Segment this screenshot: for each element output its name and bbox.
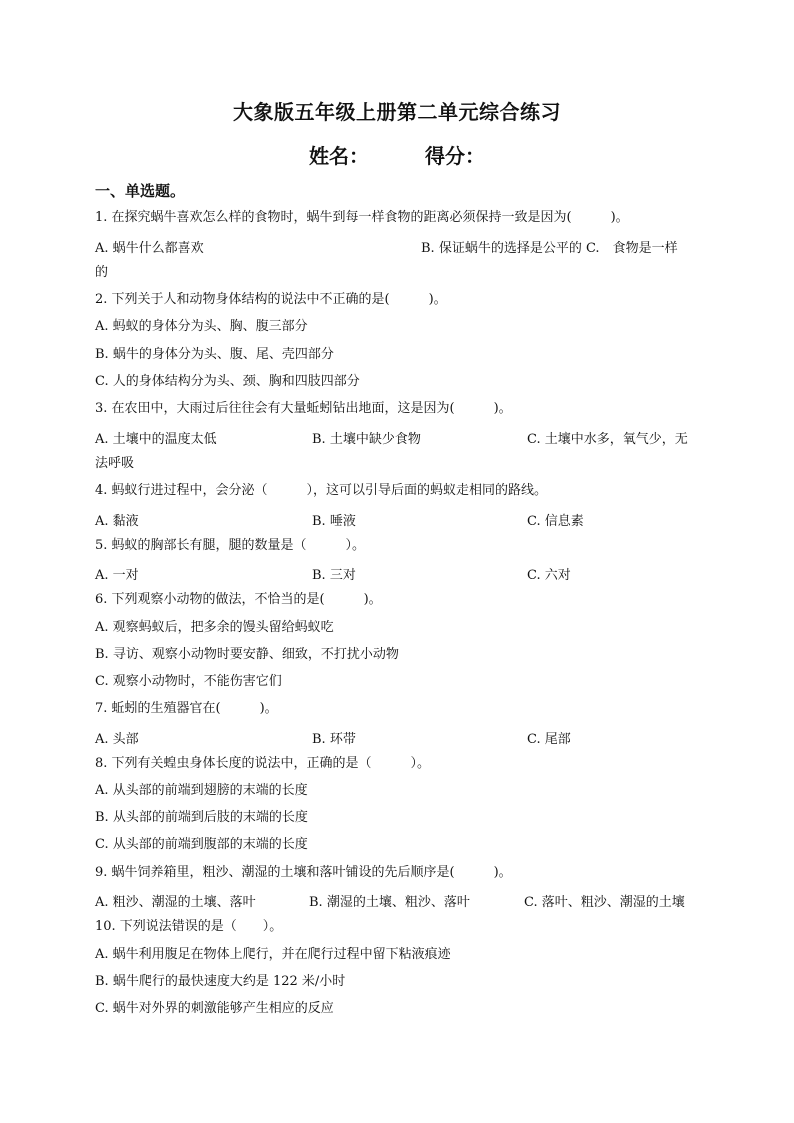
question-7-option-a: A. 头部 [95,732,139,747]
question-5-stem: 5. 蚂蚁的胸部长有腿，腿的数量是（ ）。 [95,538,366,553]
question-3-option-c: C. 土壤中水多，氧气少，无 [527,432,688,447]
question-6-stem: 6. 下列观察小动物的做法，不恰当的是( )。 [95,592,382,607]
page-title: 大象版五年级上册第二单元综合练习 [233,100,561,124]
question-2-option-c: C. 人的身体结构分为头、颈、胸和四肢四部分 [95,374,360,389]
question-5-option-a: A. 一对 [95,568,139,583]
name-label: 姓名： [309,144,369,168]
question-4-option-b: B. 唾液 [312,514,356,529]
question-8-stem: 8. 下列有关蝗虫身体长度的说法中，正确的是（ ）。 [95,756,431,771]
question-10-option-a: A. 蜗牛利用腹足在物体上爬行，并在爬行过程中留下粘液痕迹 [95,947,451,962]
question-3-wrap: 法呼吸 [95,456,135,471]
question-3-stem: 3. 在农田中，大雨过后往往会有大量蚯蚓钻出地面，这是因为( )。 [95,401,512,416]
question-9-option-a: A. 粗沙、潮湿的土壤、落叶 [95,895,256,910]
question-4-stem: 4. 蚂蚁行进过程中，会分泌（ ），这可以引导后面的蚂蚁走相同的路线。 [95,483,548,498]
name-score-bar [0,140,794,169]
question-7-option-b: B. 环带 [312,732,356,747]
question-1-stem: 1. 在探究蜗牛喜欢怎么样的食物时，蜗牛到每一样食物的距离必须保持一致是因为( )。 [95,210,629,225]
question-2-stem: 2. 下列关于人和动物身体结构的说法中不正确的是( )。 [95,292,447,307]
question-2-option-a: A. 蚂蚁的身体分为头、胸、腹三部分 [95,319,308,334]
section-title: 一、单选题。 [95,182,186,200]
question-4-option-c: C. 信息素 [527,514,584,529]
question-10-option-c: C. 蜗牛对外界的刺激能够产生相应的反应 [95,1001,334,1016]
question-3-option-b: B. 土壤中缺少食物 [312,432,421,447]
question-2-option-b: B. 蜗牛的身体分为头、腹、尾、壳四部分 [95,347,334,362]
question-7-option-c: C. 尾部 [527,732,571,747]
question-1-wrap: 的 [95,265,109,280]
question-9-option-c: C. 落叶、粗沙、潮湿的土壤 [524,895,685,910]
question-1-option-bc: B. 保证蜗牛的选择是公平的 C. 食物是一样 [421,241,678,256]
question-6-option-a: A. 观察蚂蚁后，把多余的馒头留给蚂蚁吃 [95,620,334,635]
score-label: 得分： [425,144,485,168]
question-4-option-a: A. 黏液 [95,514,139,529]
question-7-stem: 7. 蚯蚓的生殖器官在( )。 [95,701,278,716]
question-8-option-a: A. 从头部的前端到翅膀的末端的长度 [95,783,308,798]
question-6-option-b: B. 寻访、观察小动物时要安静、细致，不打扰小动物 [95,647,399,662]
question-8-option-c: C. 从头部的前端到腹部的末端的长度 [95,837,308,852]
question-6-option-c: C. 观察小动物时，不能伤害它们 [95,674,282,689]
question-5-option-b: B. 三对 [312,568,356,583]
question-8-option-b: B. 从头部的前端到后肢的末端的长度 [95,810,308,825]
question-3-option-a: A. 土壤中的温度太低 [95,432,217,447]
question-1-option-a: A. 蜗牛什么都喜欢 [95,241,204,256]
question-9-option-b: B. 潮湿的土壤、粗沙、落叶 [309,895,470,910]
question-5-option-c: C. 六对 [527,568,571,583]
question-9-stem: 9. 蜗牛饲养箱里，粗沙、潮湿的土壤和落叶铺设的先后顺序是( )。 [95,865,512,880]
question-10-stem: 10. 下列说法错误的是（ ）。 [95,919,283,934]
question-10-option-b: B. 蜗牛爬行的最快速度大约是 122 米/小时 [95,974,346,989]
